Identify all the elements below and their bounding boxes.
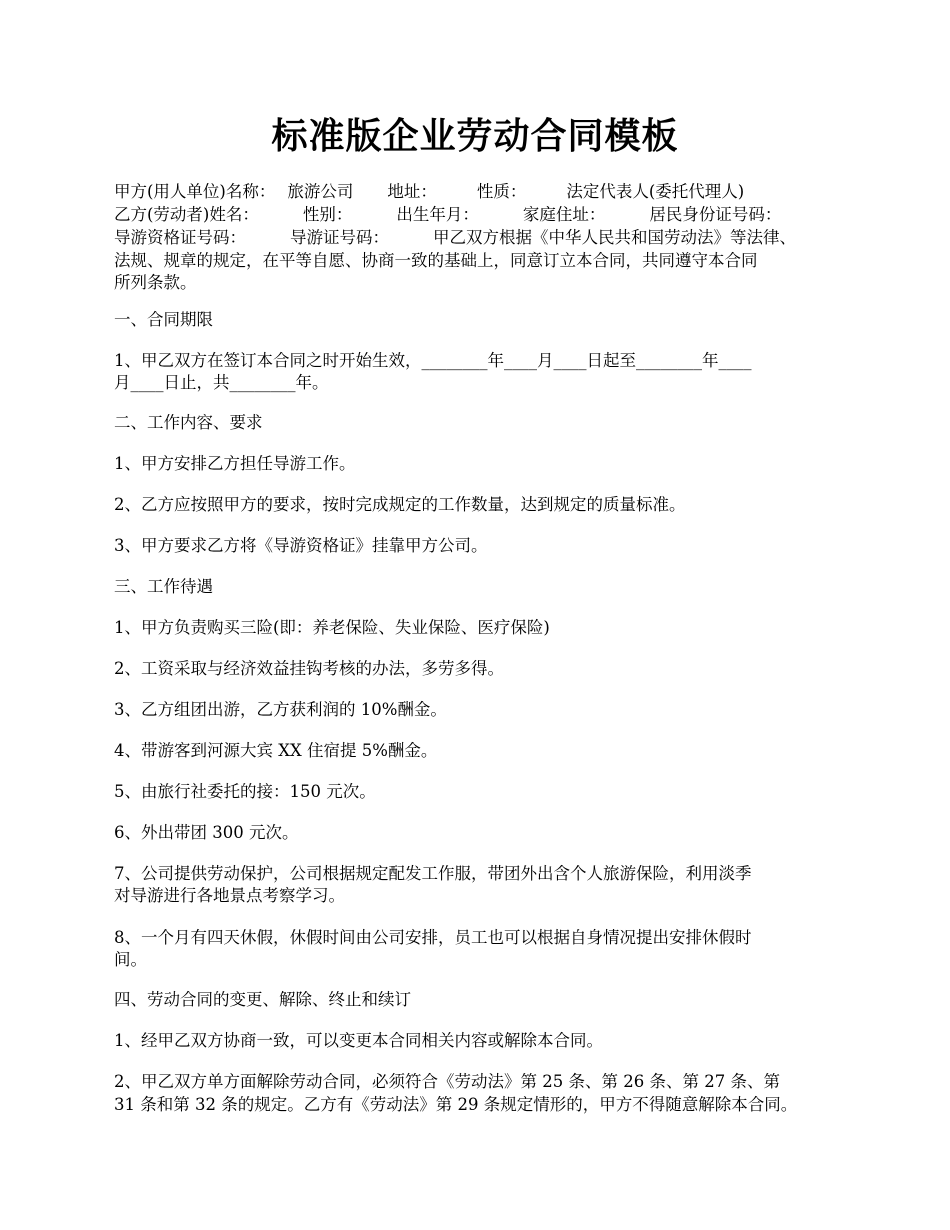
guide-line: [114, 227, 796, 249]
section-4-item-2-line-2: 31 条和第 32 条的规定。乙方有《劳动法》第 29 条规定情形的，甲方不得随意解除本合同。: [114, 1095, 798, 1114]
section-4-item-1: 1、经甲乙双方协商一致，可以变更本合同相关内容或解除本合同。: [114, 1031, 603, 1050]
section-3-item-8-line-1: 8、一个月有四天休假，休假时间由公司安排，员工也可以根据自身情况提出安排休假时: [114, 928, 752, 947]
section-2-item-1: 1、甲方安排乙方担任导游工作。: [114, 454, 356, 473]
party-b-gender-label: 性别：: [302, 205, 353, 224]
section-3-item-1: 1、甲方负责购买三险(即：养老保险、失业保险、医疗保险): [114, 618, 550, 637]
party-b-line: [114, 204, 781, 226]
section-3-item-2: 2、工资采取与经济效益挂钩考核的办法，多劳多得。: [114, 659, 504, 678]
document-title: 标准版企业劳动合同模板: [271, 115, 679, 157]
intro-line-3: 所列条款。: [114, 273, 197, 292]
section-3-item-6: 6、外出带团 300 元次。: [114, 823, 299, 842]
section-4-item-2-line-1: 2、甲乙双方单方面解除劳动合同，必须符合《劳动法》第 25 条、第 26 条、第 27 条、第: [114, 1072, 780, 1091]
guide-qualification-label: 导游资格证号码：: [114, 228, 246, 247]
section-3-item-3: 3、乙方组团出游，乙方获利润的 10%酬金。: [114, 700, 447, 719]
intro-line-2: 法规、规章的规定，在平等自愿、协商一致的基础上，同意订立本合同，共同遵守本合同: [114, 251, 758, 270]
section-1-item-1-line-2: 月____日止，共________年。: [114, 373, 329, 392]
party-b-name-label: 乙方(劳动者)姓名：: [114, 205, 259, 224]
party-a-line: [114, 181, 744, 203]
guide-license-label: 导游证号码：: [290, 228, 389, 247]
party-a-representative-label: 法定代表人(委托代理人): [566, 182, 745, 201]
party-b-birth-label: 出生年月：: [396, 205, 479, 224]
party-b-id-label: 居民身份证号码：: [649, 205, 782, 224]
party-a-name-value: 旅游公司: [287, 182, 354, 201]
section-3-item-4: 4、带游客到河源大宾 XX 住宿提 5%酬金。: [114, 741, 438, 760]
section-3-item-7-line-2: 对导游进行各地景点考察学习。: [114, 886, 345, 905]
section-1-item-1-line-1: 1、甲乙双方在签订本合同之时开始生效，________年____月____日起至________年____: [114, 351, 752, 370]
party-b-address-label: 家庭住址：: [522, 205, 606, 224]
section-3-item-7-line-1: 7、公司提供劳动保护，公司根据规定配发工作服，带团外出含个人旅游保险，利用淡季: [114, 864, 752, 883]
section-1-heading: 一、合同期限: [114, 310, 213, 329]
section-3-heading: 三、工作待遇: [114, 577, 213, 596]
section-3-item-5: 5、由旅行社委托的接：150 元次。: [114, 782, 376, 801]
section-4-heading: 四、劳动合同的变更、解除、终止和续订: [114, 990, 411, 1009]
section-2-heading: 二、工作内容、要求: [114, 413, 263, 432]
section-2-item-3: 3、甲方要求乙方将《导游资格证》挂靠甲方公司。: [114, 536, 488, 555]
intro-text-start: 甲乙双方根据《中华人民共和国劳动法》等法律、: [433, 228, 796, 247]
party-a-address-label: 地址：: [387, 182, 437, 201]
party-a-name-label: 甲方(用人单位)名称：: [114, 182, 276, 201]
party-a-nature-label: 性质：: [476, 182, 527, 201]
section-2-item-2: 2、乙方应按照甲方的要求，按时完成规定的工作数量，达到规定的质量标准。: [114, 495, 686, 514]
section-3-item-8-line-2: 间。: [114, 950, 147, 969]
